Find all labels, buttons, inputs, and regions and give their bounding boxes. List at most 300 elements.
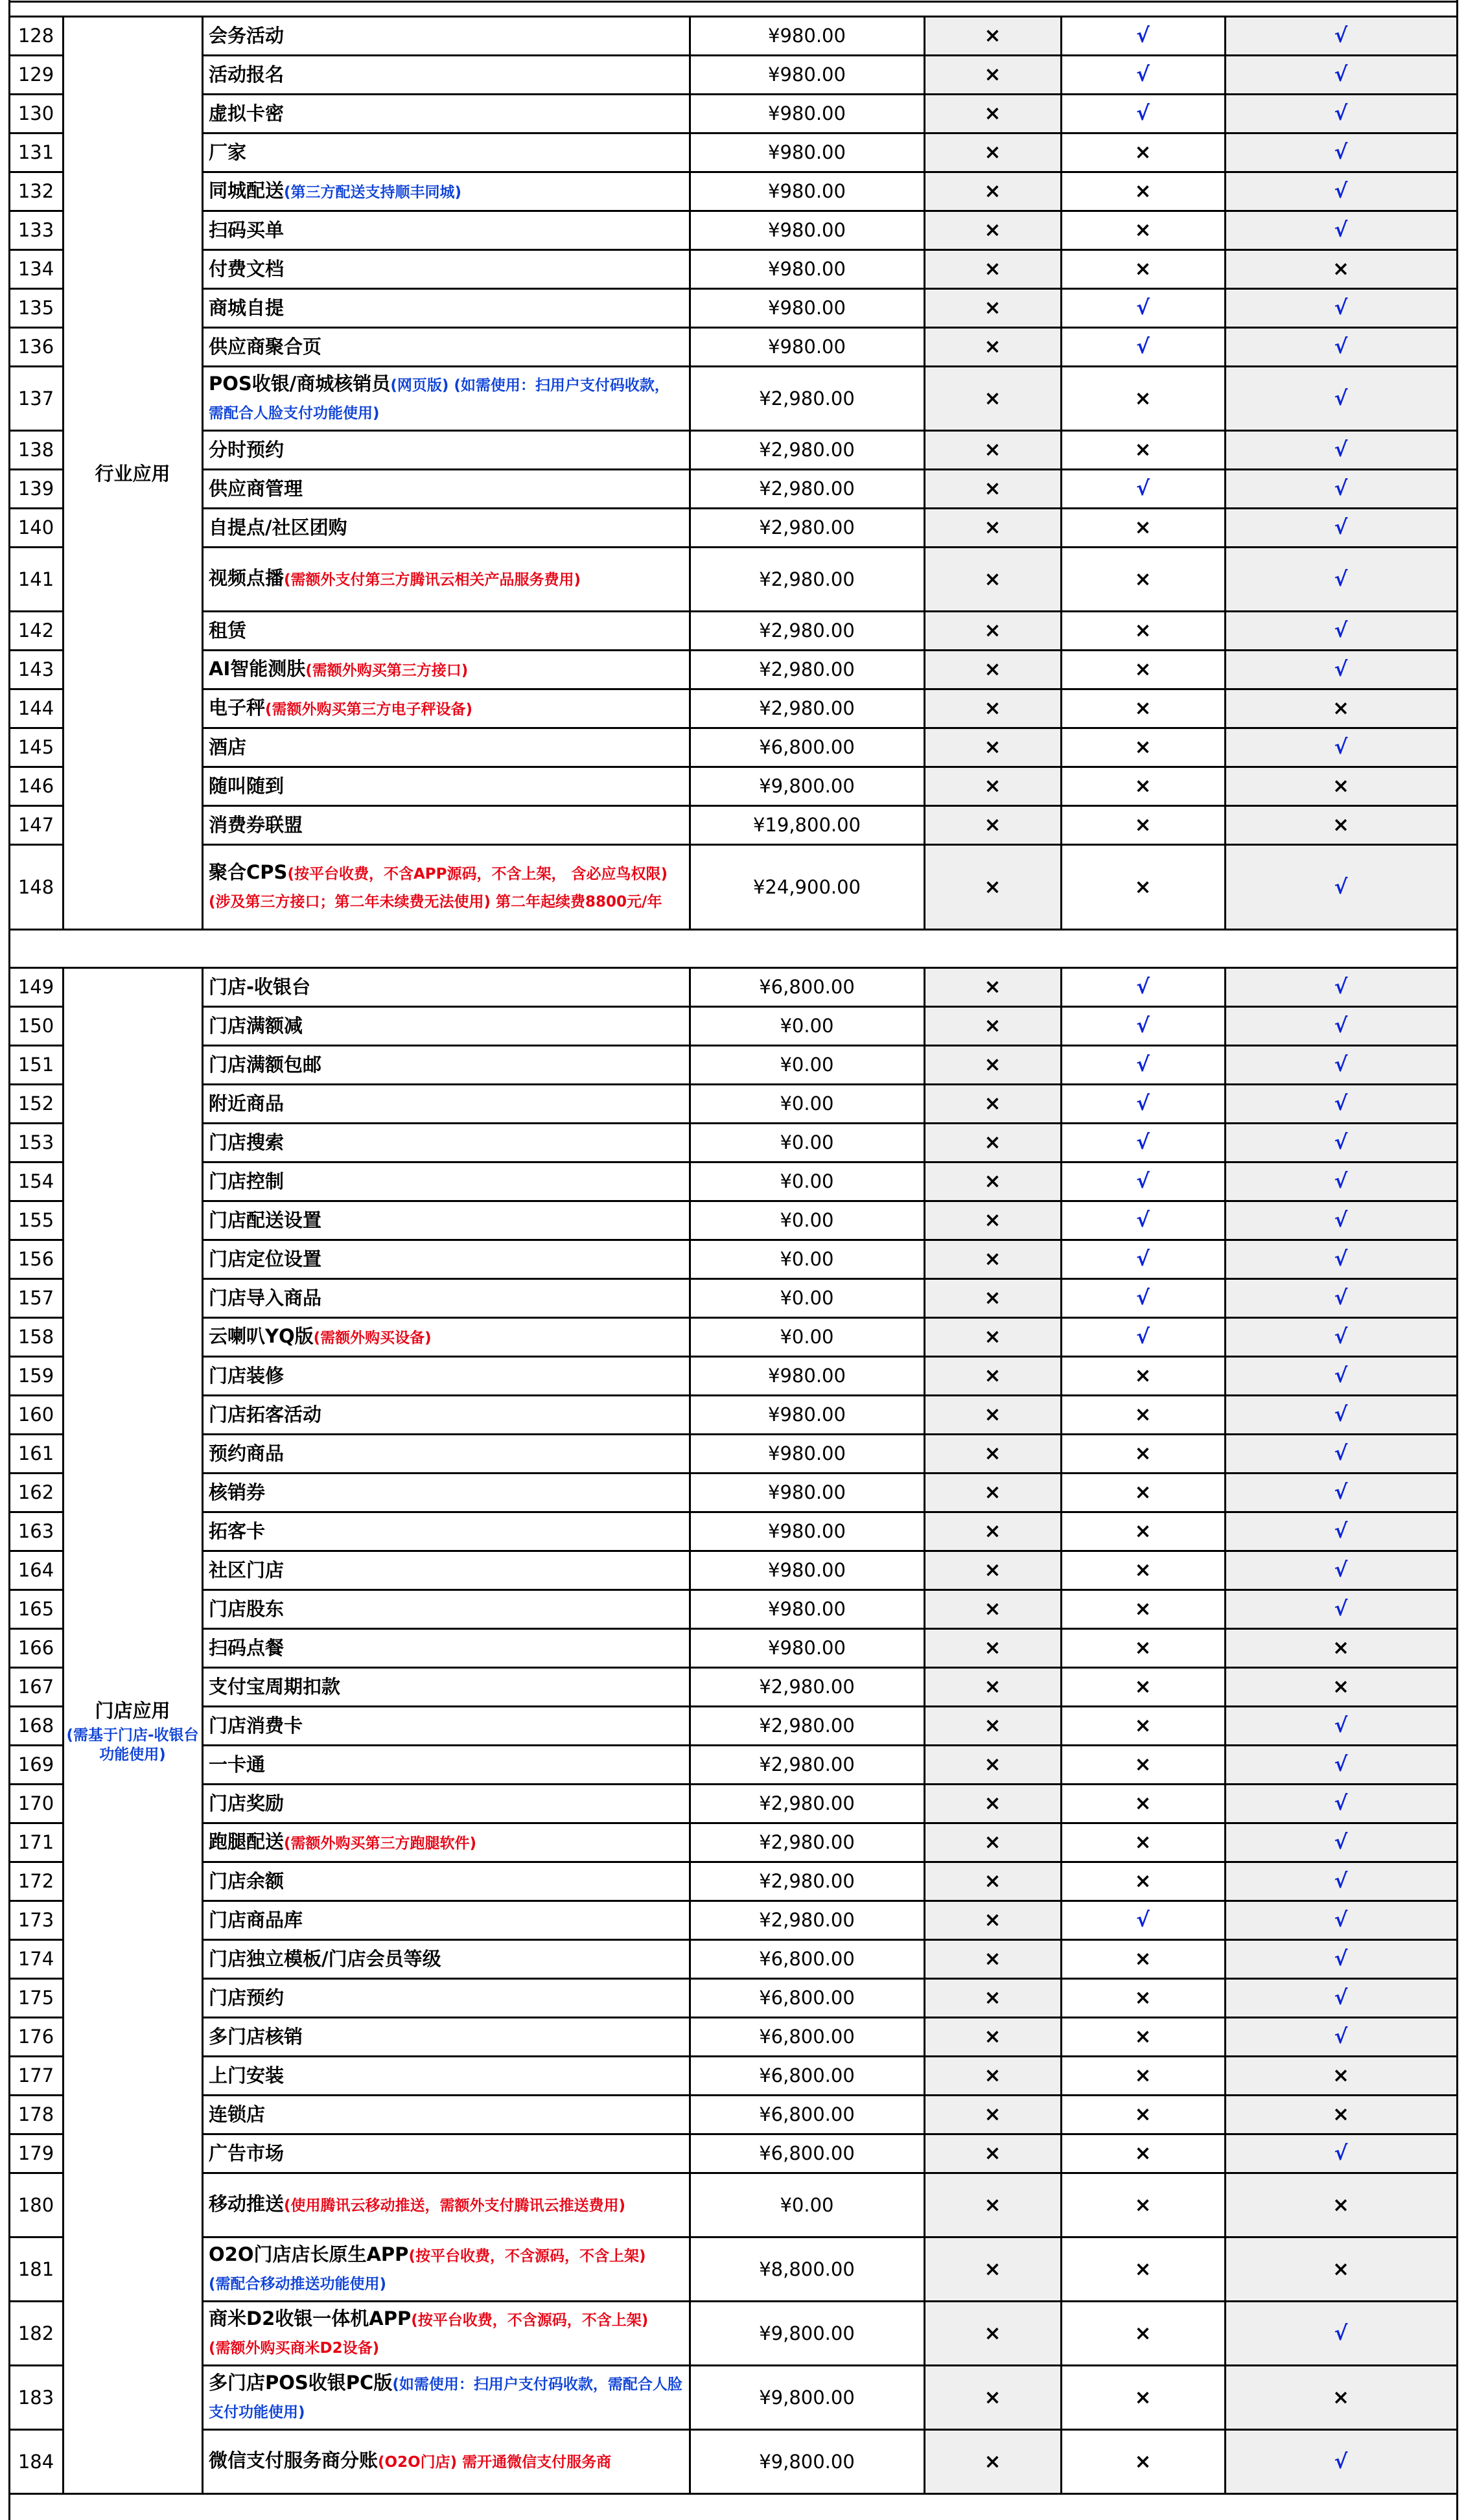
check-icon	[1225, 1084, 1457, 1123]
cross-icon	[1061, 2365, 1225, 2429]
cross-icon	[924, 2017, 1061, 2056]
price	[690, 1901, 924, 1939]
feature-name	[202, 650, 690, 689]
feature-title: 移动推送	[209, 2193, 285, 2215]
availability-mark: √	[1334, 24, 1348, 47]
row-number-text: 152	[17, 1092, 54, 1115]
price	[690, 1084, 924, 1123]
feature-title: 门店拓客活动	[209, 1404, 322, 1426]
row-number-text: 130	[17, 102, 54, 124]
grid-line	[9, 1589, 63, 1591]
grid-line	[8, 929, 10, 967]
availability-mark: ×	[1134, 1558, 1152, 1582]
grid-line	[9, 2236, 63, 2238]
feature-name	[202, 133, 690, 172]
availability-mark: √	[1334, 1442, 1348, 1465]
check-icon	[1225, 327, 1457, 366]
grid-line	[1456, 2493, 1458, 2520]
cross-icon	[924, 1862, 1061, 1901]
availability-mark: √	[1136, 975, 1150, 999]
cross-icon	[1061, 172, 1225, 211]
cross-icon	[924, 1317, 1061, 1356]
availability-mark: ×	[1332, 2193, 1349, 2217]
grid-line	[9, 1045, 63, 1046]
feature-title: 随叫随到	[209, 775, 285, 797]
row-number	[9, 16, 63, 55]
feature-name-text	[209, 1674, 340, 1700]
availability-mark: ×	[1134, 218, 1152, 242]
grid-line	[202, 1628, 1457, 1630]
feature-name-text	[209, 1518, 265, 1544]
availability-mark: ×	[1134, 438, 1152, 461]
feature-name	[202, 689, 690, 728]
check-icon	[1225, 547, 1457, 611]
price	[690, 2237, 924, 2301]
availability-mark: ×	[1134, 516, 1152, 539]
price-text: ¥6,800.00	[759, 736, 855, 758]
row-number	[9, 55, 63, 94]
check-icon	[1225, 1589, 1457, 1628]
row-number-text: 164	[17, 1559, 54, 1581]
availability-mark: √	[1334, 516, 1348, 539]
feature-name	[202, 430, 690, 469]
feature-title: 门店配送设置	[209, 1209, 322, 1231]
price-text: ¥980.00	[768, 141, 846, 163]
row-number	[9, 1939, 63, 1978]
feature-note: (需额外购买设备)	[313, 1329, 432, 1347]
cross-icon	[1061, 1745, 1225, 1784]
feature-name-text	[209, 859, 683, 915]
grid-line	[63, 929, 202, 931]
cross-icon	[924, 1823, 1061, 1862]
feature-title: 租赁	[209, 619, 247, 642]
row-number-text: 167	[17, 1676, 54, 1698]
feature-name-text	[209, 2370, 683, 2425]
feature-note-secondary: (需额外购买商米D2设备)	[209, 2339, 380, 2357]
cross-icon	[1061, 1939, 1225, 1978]
feature-title: 门店股东	[209, 1598, 285, 1620]
cross-icon	[1061, 366, 1225, 430]
availability-mark: ×	[984, 257, 1001, 281]
grid-line	[9, 1161, 63, 1163]
cross-icon	[924, 211, 1061, 249]
cross-icon	[1061, 767, 1225, 805]
availability-mark: ×	[984, 1520, 1001, 1543]
grid-line	[9, 1472, 63, 1474]
check-icon	[1225, 1978, 1457, 2017]
row-number	[9, 469, 63, 508]
availability-mark: √	[1334, 218, 1348, 242]
row-number	[9, 689, 63, 728]
feature-name	[202, 1512, 690, 1551]
check-icon	[1061, 1045, 1225, 1084]
feature-title: 门店满额减	[209, 1015, 303, 1037]
cross-icon	[924, 844, 1061, 929]
grid-line	[9, 288, 63, 290]
price	[690, 94, 924, 133]
cross-icon	[924, 1084, 1061, 1123]
cross-icon	[1061, 689, 1225, 728]
availability-mark: ×	[984, 516, 1001, 539]
availability-mark: √	[1136, 1131, 1150, 1154]
cross-icon	[1061, 211, 1225, 249]
feature-name	[202, 2134, 690, 2173]
grid-line	[9, 1978, 63, 1980]
cross-icon	[1061, 1473, 1225, 1512]
availability-mark: ×	[1134, 1869, 1152, 1893]
grid-line	[202, 2172, 1457, 2174]
availability-mark: ×	[984, 619, 1001, 642]
availability-mark: √	[1334, 1714, 1348, 1737]
grid-line	[202, 967, 204, 2493]
availability-mark: ×	[1134, 2193, 1152, 2217]
availability-mark: ×	[984, 1053, 1001, 1076]
cross-icon	[1061, 1551, 1225, 1589]
cross-icon	[1225, 689, 1457, 728]
grid-line	[8, 2493, 10, 2520]
check-icon	[1061, 94, 1225, 133]
cross-icon	[1061, 2301, 1225, 2365]
availability-mark: ×	[984, 2449, 1001, 2473]
grid-line	[9, 16, 63, 17]
row-number	[9, 2095, 63, 2134]
availability-mark: ×	[984, 2142, 1001, 2165]
cross-icon	[924, 2365, 1061, 2429]
check-icon	[1225, 55, 1457, 94]
cross-icon	[1061, 1628, 1225, 1667]
price	[690, 689, 924, 728]
grid-line	[202, 2429, 1457, 2431]
availability-mark: ×	[1134, 1831, 1152, 1854]
cross-icon	[924, 366, 1061, 430]
cross-icon	[1061, 249, 1225, 288]
price	[690, 1240, 924, 1278]
price-text: ¥8,800.00	[759, 2258, 855, 2280]
availability-mark: √	[1334, 1092, 1348, 1115]
cross-icon	[924, 16, 1061, 55]
check-icon	[1225, 2301, 1457, 2365]
feature-name	[202, 1084, 690, 1123]
check-icon	[1061, 1162, 1225, 1201]
availability-mark: ×	[984, 2257, 1001, 2281]
price	[690, 1589, 924, 1628]
price-text: ¥2,980.00	[759, 1715, 855, 1737]
feature-name-text	[209, 295, 284, 321]
price	[690, 1667, 924, 1706]
availability-mark: ×	[984, 1947, 1001, 1971]
cross-icon	[924, 1784, 1061, 1823]
feature-note: (按平台收费，不含源码，不含上架)	[411, 2311, 649, 2329]
cross-icon	[924, 1356, 1061, 1395]
availability-mark: ×	[984, 1403, 1001, 1426]
feature-name-text	[209, 1402, 321, 1428]
price-text: ¥2,980.00	[759, 1753, 855, 1775]
cross-icon	[1225, 2056, 1457, 2095]
grid-line	[202, 1394, 1457, 1396]
feature-name-text	[209, 618, 246, 643]
row-number-text: 141	[17, 568, 54, 590]
feature-name	[202, 2056, 690, 2095]
availability-mark: ×	[1134, 658, 1152, 681]
price-text: ¥980.00	[768, 1559, 846, 1581]
cross-icon	[924, 2134, 1061, 2173]
row-number-text: 161	[17, 1442, 54, 1464]
cross-icon	[924, 689, 1061, 728]
feature-name	[202, 16, 690, 55]
feature-name	[202, 1667, 690, 1706]
feature-title: 酒店	[209, 736, 247, 758]
availability-mark: ×	[984, 1558, 1001, 1582]
grid-line	[9, 365, 63, 367]
cross-icon	[1061, 1395, 1225, 1434]
availability-mark: √	[1136, 296, 1150, 319]
check-icon	[1225, 967, 1457, 1006]
cross-icon	[1061, 1512, 1225, 1551]
row-number	[9, 1356, 63, 1395]
grid-line	[202, 967, 1457, 969]
availability-mark: √	[1334, 386, 1348, 410]
grid-line	[9, 546, 63, 548]
check-icon	[1225, 469, 1457, 508]
grid-line	[202, 1900, 1457, 1902]
grid-line	[9, 468, 63, 470]
feature-name-text	[209, 334, 321, 360]
row-number-text: 153	[17, 1131, 54, 1153]
row-number	[9, 967, 63, 1006]
grid-line	[9, 1550, 63, 1552]
check-icon	[1061, 1901, 1225, 1939]
feature-name	[202, 1939, 690, 1978]
row-number-text: 170	[17, 1792, 54, 1814]
grid-line	[202, 1122, 1457, 1124]
grid-line	[202, 327, 1457, 329]
availability-mark: √	[1334, 1364, 1348, 1387]
feature-name	[202, 1045, 690, 1084]
grid-line	[202, 2133, 1457, 2135]
row-number	[9, 844, 63, 929]
availability-mark: ×	[1134, 1714, 1152, 1737]
feature-name	[202, 211, 690, 249]
cross-icon	[1061, 2056, 1225, 2095]
price	[690, 650, 924, 689]
availability-mark: ×	[1134, 1636, 1152, 1659]
feature-name-text	[209, 1207, 321, 1233]
cross-icon	[924, 172, 1061, 211]
feature-name	[202, 1395, 690, 1434]
grid-line	[202, 1239, 1457, 1241]
row-number	[9, 1006, 63, 1045]
price	[690, 1512, 924, 1551]
row-number	[9, 1901, 63, 1939]
grid-line	[202, 132, 1457, 134]
price	[690, 1006, 924, 1045]
feature-title: 拓客卡	[209, 1520, 266, 1542]
cross-icon	[924, 2301, 1061, 2365]
grid-line	[9, 727, 63, 729]
grid-line	[202, 805, 1457, 807]
grid-line	[9, 929, 63, 931]
grid-line	[202, 929, 1457, 931]
row-number	[9, 1240, 63, 1278]
availability-mark: √	[1334, 1131, 1348, 1154]
feature-name	[202, 1628, 690, 1667]
check-icon	[1225, 366, 1457, 430]
row-number-text: 174	[17, 1948, 54, 1970]
grid-line	[202, 1083, 1457, 1085]
cross-icon	[924, 1395, 1061, 1434]
feature-name-text	[209, 1440, 284, 1466]
grid-line	[202, 2300, 1457, 2302]
feature-name-text	[209, 476, 303, 502]
feature-name-text	[209, 1635, 284, 1661]
feature-name-text	[209, 2101, 265, 2127]
cross-icon	[924, 327, 1061, 366]
availability-mark: ×	[1134, 567, 1152, 591]
availability-mark: ×	[1134, 1520, 1152, 1543]
cross-icon	[924, 1278, 1061, 1317]
cross-icon	[1225, 1628, 1457, 1667]
cross-icon	[924, 650, 1061, 689]
row-number-text: 175	[17, 1987, 54, 2009]
check-icon	[1061, 16, 1225, 55]
feature-name	[202, 55, 690, 94]
cross-icon	[924, 430, 1061, 469]
row-number-text: 145	[17, 736, 54, 758]
grid-line	[9, 1667, 63, 1669]
cross-icon	[924, 1162, 1061, 1201]
availability-mark: ×	[1332, 813, 1349, 837]
availability-mark: √	[1334, 2321, 1348, 2345]
cross-icon	[1061, 650, 1225, 689]
feature-name	[202, 728, 690, 767]
availability-mark: ×	[1332, 257, 1349, 281]
feature-name	[202, 767, 690, 805]
grid-line	[202, 1472, 1457, 1474]
availability-mark: √	[1136, 1014, 1150, 1037]
availability-mark: ×	[1134, 1597, 1152, 1621]
row-number-text: 155	[17, 1209, 54, 1231]
grid-line	[9, 2133, 63, 2135]
grid-line	[9, 2300, 63, 2302]
availability-mark: √	[1334, 102, 1348, 125]
cross-icon	[924, 1551, 1061, 1589]
grid-line	[202, 2055, 1457, 2057]
cross-icon	[924, 1706, 1061, 1745]
availability-mark: ×	[984, 1986, 1001, 2009]
row-number	[9, 1551, 63, 1589]
check-icon	[1225, 611, 1457, 650]
grid-line	[202, 468, 1457, 470]
price	[690, 1434, 924, 1473]
availability-mark: ×	[1134, 257, 1152, 281]
row-number-text: 135	[17, 297, 54, 319]
cross-icon	[1061, 805, 1225, 844]
availability-mark: √	[1334, 438, 1348, 461]
feature-title: POS收银/商城核销员	[209, 372, 391, 395]
feature-name	[202, 2365, 690, 2429]
grid-line	[9, 2429, 63, 2431]
feature-name-text	[209, 1596, 284, 1622]
cross-icon	[924, 1473, 1061, 1512]
row-number-text: 151	[17, 1054, 54, 1076]
availability-mark: ×	[1134, 1364, 1152, 1387]
availability-mark: ×	[984, 1170, 1001, 1193]
row-number	[9, 1589, 63, 1628]
availability-mark: ×	[984, 2064, 1001, 2087]
availability-mark: √	[1136, 102, 1150, 125]
feature-name-text	[209, 974, 310, 1000]
price	[690, 1317, 924, 1356]
feature-name	[202, 94, 690, 133]
check-icon	[1225, 2017, 1457, 2056]
availability-mark: √	[1334, 619, 1348, 642]
feature-title: 会务活动	[209, 25, 285, 47]
row-number	[9, 1512, 63, 1551]
grid-line	[9, 249, 63, 251]
availability-mark: ×	[1134, 619, 1152, 642]
price-text: ¥2,980.00	[759, 1792, 855, 1814]
grid-line	[9, 93, 63, 95]
price	[690, 1162, 924, 1201]
price-text: ¥980.00	[768, 219, 846, 241]
feature-title: 核销券	[209, 1481, 266, 1503]
grid-line	[8, 0, 10, 16]
feature-name	[202, 1978, 690, 2017]
feature-title: 门店装修	[209, 1365, 285, 1387]
row-number	[9, 430, 63, 469]
feature-note: (网页版) (如需使用：扫用户支付码收款，需配合人脸支付功能使用)	[209, 376, 669, 422]
row-number-text: 169	[17, 1753, 54, 1775]
row-number-text: 146	[17, 775, 54, 797]
grid-line	[9, 2017, 63, 2018]
price	[690, 2056, 924, 2095]
grid-line	[1456, 16, 1458, 929]
feature-name	[202, 469, 690, 508]
feature-name-text	[209, 2140, 284, 2166]
availability-mark: ×	[984, 1481, 1001, 1504]
cross-icon	[1225, 2173, 1457, 2237]
grid-line	[9, 1822, 63, 1824]
cross-icon	[924, 1201, 1061, 1240]
row-number-text: 178	[17, 2103, 54, 2125]
row-number	[9, 1434, 63, 1473]
price-text: ¥0.00	[780, 1131, 834, 1153]
grid-line	[202, 2017, 1457, 2018]
cross-icon	[1061, 844, 1225, 929]
grid-line	[9, 1628, 63, 1630]
cross-icon	[924, 547, 1061, 611]
price-text: ¥980.00	[768, 180, 846, 202]
feature-note: (第三方配送支持顺丰同城)	[284, 183, 462, 201]
cross-icon	[1225, 2095, 1457, 2134]
feature-title: 门店奖励	[209, 1792, 285, 1814]
feature-note: (按平台收费，不含源码，不含上架)	[408, 2247, 646, 2265]
grid-line	[1456, 0, 1458, 16]
grid-line	[202, 844, 1457, 846]
check-icon	[1225, 650, 1457, 689]
feature-name-text	[209, 1829, 476, 1856]
availability-mark: ×	[984, 179, 1001, 203]
row-number	[9, 508, 63, 547]
check-icon	[1225, 2429, 1457, 2493]
feature-note-secondary: (需配合移动推送功能使用)	[209, 2275, 387, 2293]
feature-title: 门店余额	[209, 1870, 285, 1892]
availability-mark: √	[1334, 1403, 1348, 1426]
price	[690, 1706, 924, 1745]
cross-icon	[924, 2237, 1061, 2301]
check-icon	[1061, 1084, 1225, 1123]
feature-title: 跑腿配送	[209, 1830, 285, 1853]
